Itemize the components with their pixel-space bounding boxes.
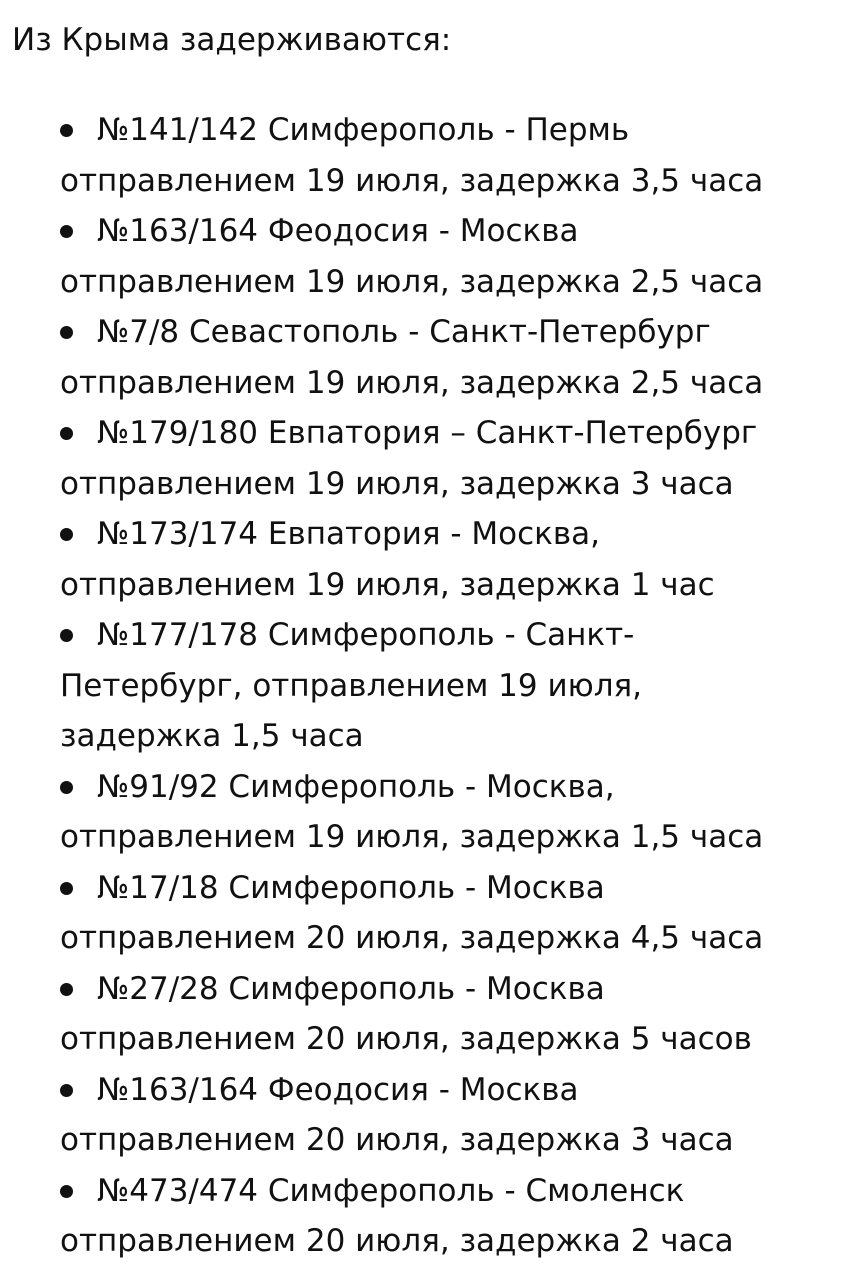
bullet-icon bbox=[60, 225, 73, 238]
bullet-icon bbox=[60, 781, 73, 794]
list-item bbox=[60, 964, 850, 1065]
bullet-icon bbox=[60, 882, 73, 895]
train-route-text: №177/178 Симферополь - Санкт- bbox=[97, 617, 635, 653]
list-item bbox=[60, 307, 850, 408]
train-delay-text: отправлением 19 июля, задержка 1 час bbox=[60, 566, 715, 603]
list-item bbox=[60, 408, 850, 509]
train-delay-text: отправлением 19 июля, задержка 3 часа bbox=[60, 465, 734, 502]
list-item bbox=[60, 509, 850, 610]
train-route-text: №473/474 Симферополь - Смоленск bbox=[97, 1172, 685, 1209]
bullet-icon bbox=[60, 326, 73, 339]
bullet-icon bbox=[60, 629, 73, 642]
train-route-text: №179/180 Евпатория – Санкт-Петербург bbox=[97, 415, 758, 451]
train-delay-text: отправлением 19 июля, задержка 1,5 часа bbox=[60, 819, 764, 855]
train-route-text: №163/164 Феодосия - Москва bbox=[97, 213, 579, 249]
train-delay-text: отправлением 20 июля, задержка 3 часа bbox=[60, 1122, 734, 1158]
train-route-text: №173/174 Евпатория - Москва, bbox=[97, 516, 600, 552]
train-route-text: №17/18 Симферополь - Москва bbox=[97, 869, 605, 906]
bullet-icon bbox=[60, 983, 73, 996]
train-route-text: №7/8 Севастополь - Санкт-Петербург bbox=[97, 314, 711, 350]
list-item bbox=[60, 1166, 850, 1267]
bullet-icon bbox=[60, 1084, 73, 1097]
train-route-text: №141/142 Симферополь - Пермь bbox=[97, 112, 630, 148]
list-item bbox=[60, 1065, 850, 1166]
list-item bbox=[60, 206, 850, 307]
train-delay-text: отправлением 19 июля, задержка 2,5 часа bbox=[60, 263, 764, 300]
train-delay-text: задержка 1,5 часа bbox=[60, 718, 364, 754]
train-delay-text: отправлением 19 июля, задержка 2,5 часа bbox=[60, 364, 764, 401]
bullet-icon bbox=[60, 1185, 73, 1198]
train-route-text: №91/92 Симферополь - Москва, bbox=[97, 768, 615, 805]
bullet-icon bbox=[60, 528, 73, 541]
train-route-text: №163/164 Феодосия - Москва bbox=[97, 1071, 579, 1108]
train-route-continuation-text: Петербург, отправлением 19 июля, bbox=[60, 667, 643, 704]
list-item bbox=[60, 762, 850, 863]
train-delay-list bbox=[60, 105, 850, 1267]
bullet-icon bbox=[60, 427, 73, 440]
list-item bbox=[60, 105, 850, 206]
page-heading: Из Крыма задерживаются: bbox=[12, 22, 452, 58]
train-delay-text: отправлением 20 июля, задержка 4,5 часа bbox=[60, 920, 764, 956]
train-route-text: №27/28 Симферополь - Москва bbox=[97, 970, 605, 1007]
train-delay-text: отправлением 19 июля, задержка 3,5 часа bbox=[60, 162, 764, 199]
list-item bbox=[60, 610, 850, 762]
bullet-icon bbox=[60, 124, 73, 137]
train-delay-text: отправлением 20 июля, задержка 5 часов bbox=[60, 1021, 752, 1057]
train-delay-text: отправлением 20 июля, задержка 2 часа bbox=[60, 1223, 734, 1259]
list-item bbox=[60, 863, 850, 964]
